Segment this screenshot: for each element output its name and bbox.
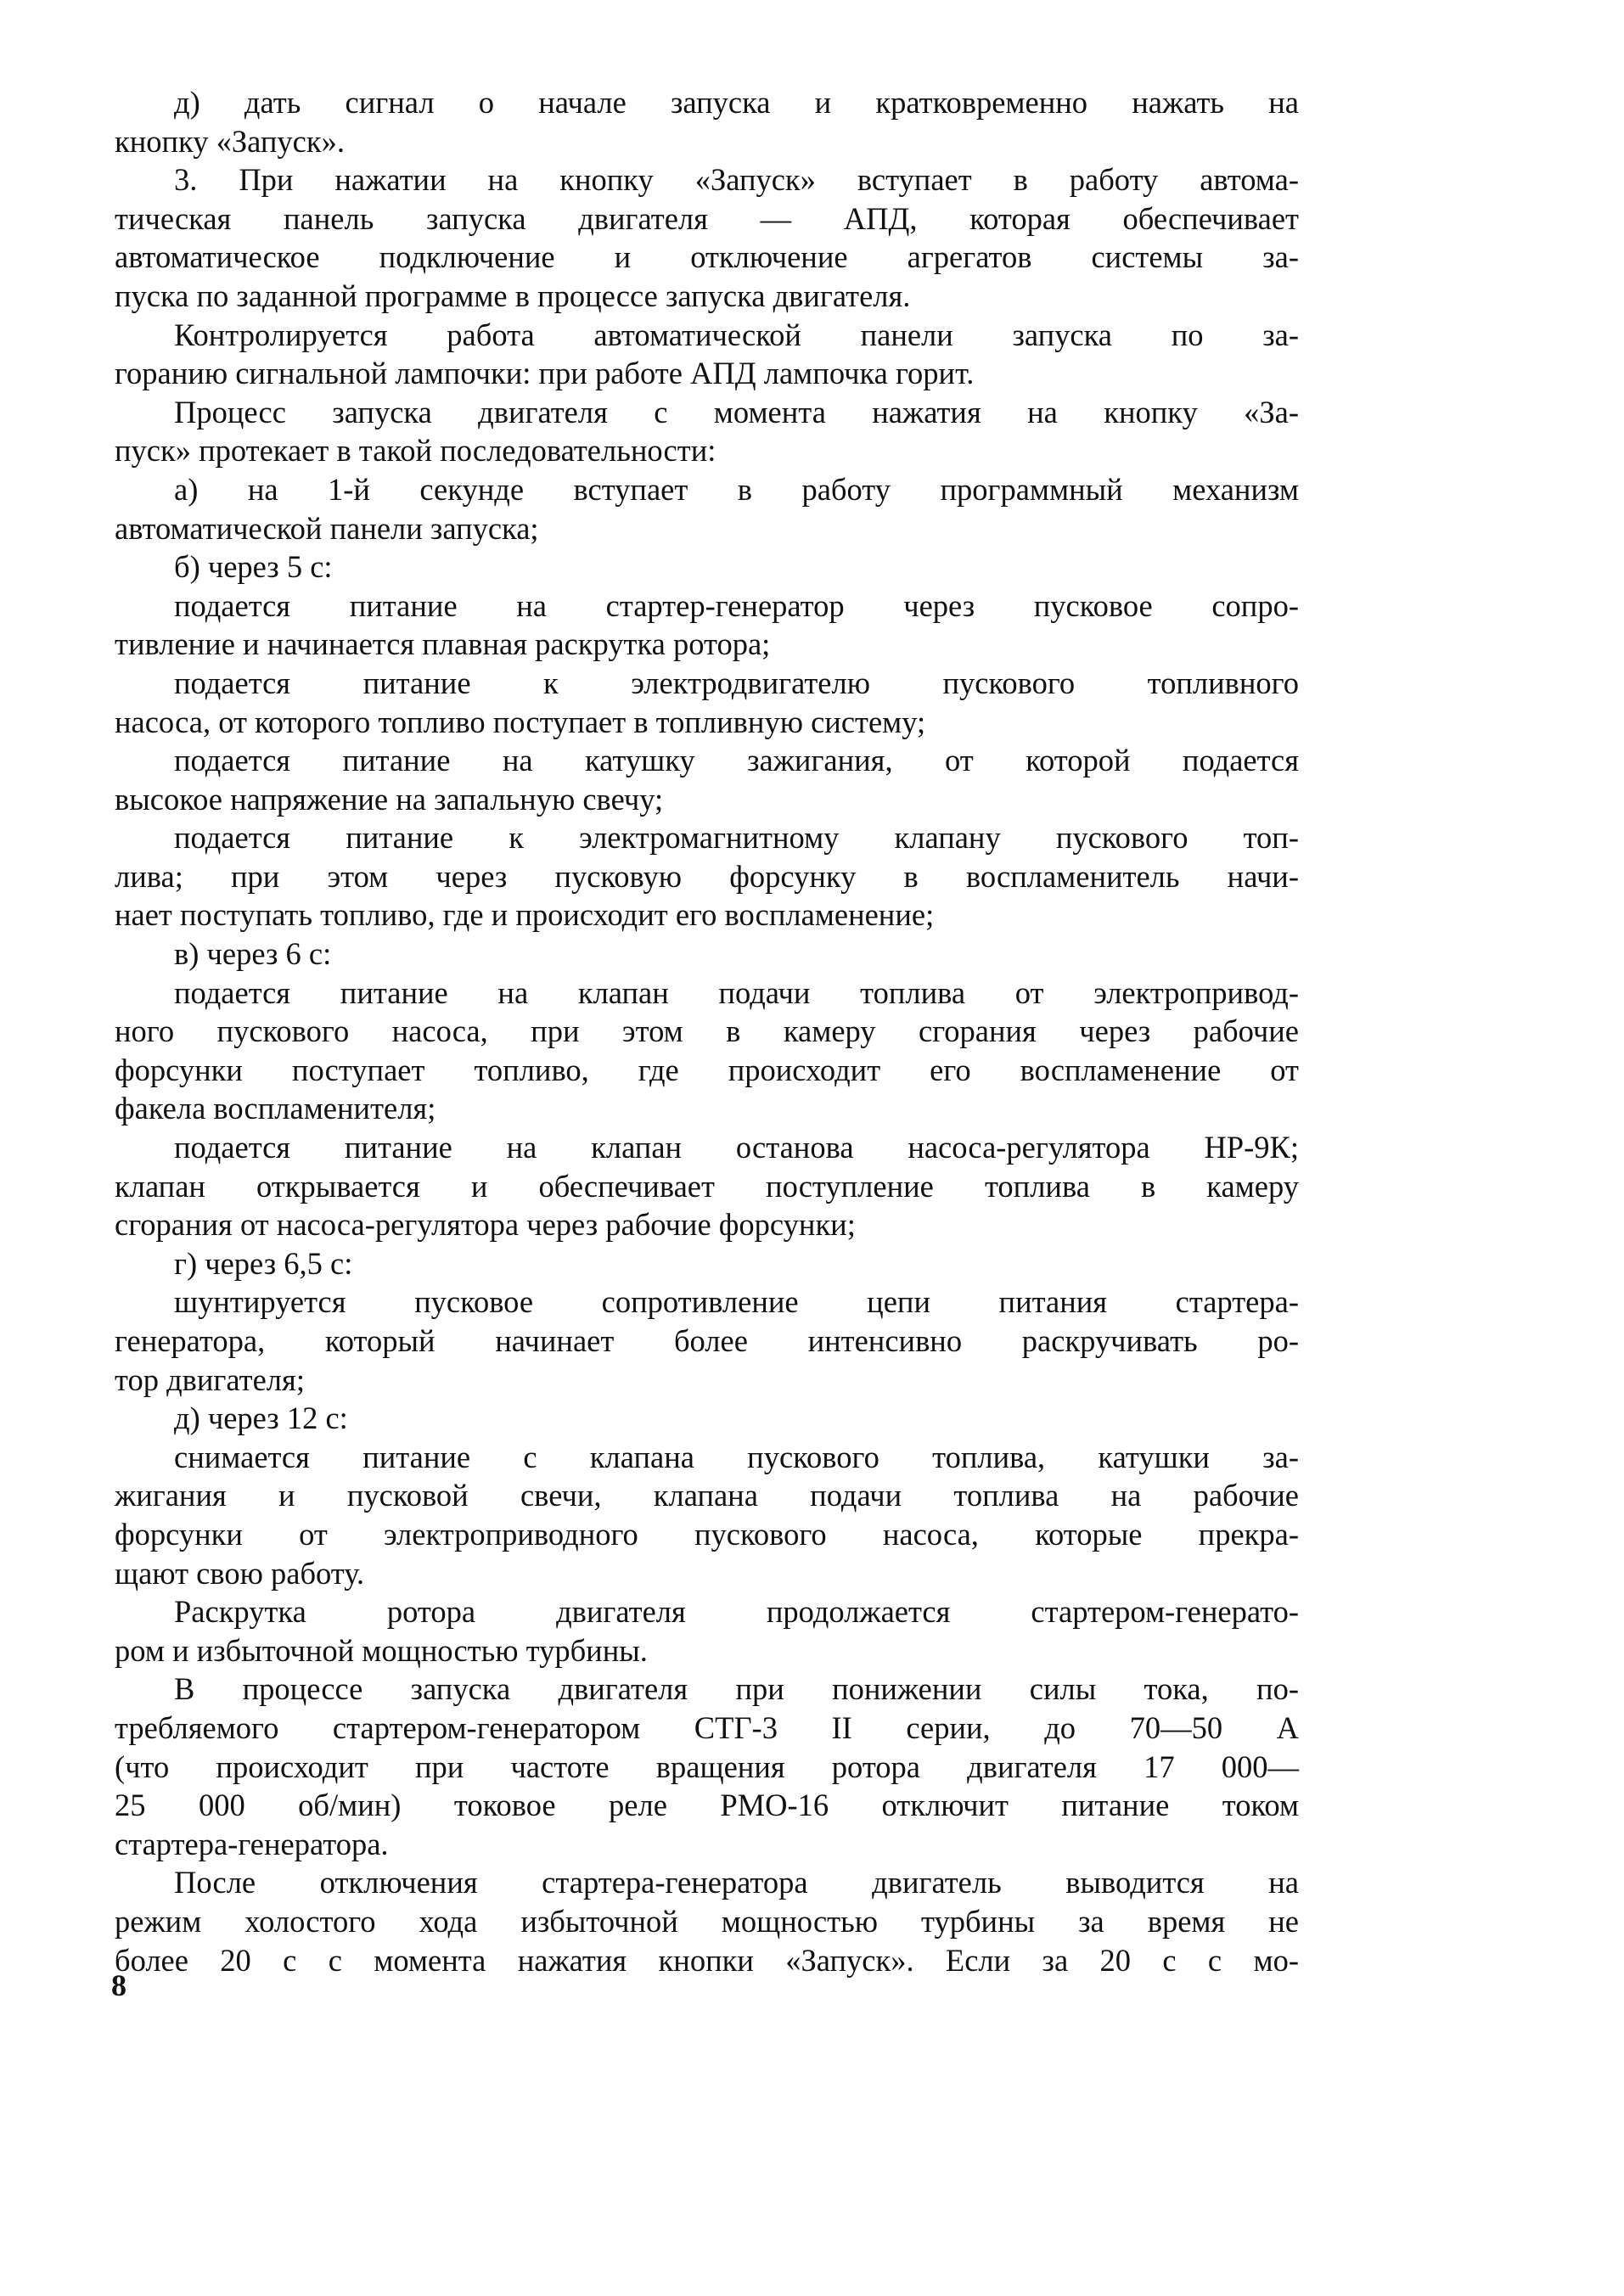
text-line: д) через 12 с: bbox=[174, 1401, 348, 1436]
paragraph-item-d-signal bbox=[115, 83, 1299, 160]
text-line: Процесс запуска двигателя с момента нажатия на кнопку «За- bbox=[174, 394, 1299, 429]
text-line: тор двигателя; bbox=[115, 1361, 305, 1397]
paragraph-step-b-3 bbox=[115, 741, 1299, 818]
text-line: сгорания от насоса-регулятора через рабочие форсунки; bbox=[115, 1207, 856, 1243]
text-line: а) на 1-й секунде вступает в работу программный механизм bbox=[174, 471, 1299, 507]
text-line: режим холостого хода избыточной мощностью турбины за время не bbox=[115, 1903, 1299, 1939]
text-line: г) через 6,5 с: bbox=[174, 1245, 353, 1281]
text-line: (что происходит при частоте вращения ротора двигателя 17 000— bbox=[115, 1749, 1299, 1784]
text-line: нает поступать топливо, где и происходит его воспламенение; bbox=[115, 897, 935, 933]
text-line: подается питание на клапан подачи топлива от электропривод- bbox=[174, 974, 1299, 1010]
paragraph-step-b-4 bbox=[115, 818, 1299, 935]
text-line: Контролируется работа автоматической панели запуска по за- bbox=[174, 317, 1299, 352]
text-line: в) через 6 с: bbox=[174, 936, 332, 972]
paragraph-para-current bbox=[115, 1670, 1299, 1863]
text-line: требляемого стартером-генератором СТГ-3 II серии, до 70—50 А bbox=[115, 1709, 1299, 1745]
text-line: лива; при этом через пусковую форсунку в воспламенитель начи- bbox=[115, 858, 1299, 894]
paragraph-para-control bbox=[115, 316, 1299, 393]
text-line: жигания и пусковой свечи, клапана подачи топлива на рабочие bbox=[115, 1478, 1299, 1513]
paragraph-para-3 bbox=[115, 160, 1299, 315]
paragraph-step-v-1 bbox=[115, 974, 1299, 1128]
text-line: пуск» протекает в такой последовательности: bbox=[115, 433, 716, 469]
paragraph-step-g-1 bbox=[115, 1283, 1299, 1399]
text-line: генератора, который начинает более интенсивно раскручивать ро- bbox=[115, 1323, 1299, 1358]
text-line: автоматическое подключение и отключение агрегатов системы за- bbox=[115, 239, 1299, 275]
text-line: После отключения стартера-генератора двигатель выводится на bbox=[174, 1865, 1299, 1900]
paragraph-step-d bbox=[115, 1399, 1299, 1438]
text-line: ром и избыточной мощностью турбины. bbox=[115, 1632, 648, 1668]
paragraph-step-b-1 bbox=[115, 587, 1299, 664]
text-line: снимается питание с клапана пускового топлива, катушки за- bbox=[174, 1439, 1299, 1474]
text-line: пуска по заданной программе в процессе запуска двигателя. bbox=[115, 278, 911, 313]
text-line: форсунки от электроприводного пускового насоса, которые прекра- bbox=[115, 1516, 1299, 1552]
text-line: стартера-генератора. bbox=[115, 1826, 389, 1861]
paragraph-step-a bbox=[115, 470, 1299, 547]
page-body bbox=[115, 83, 1299, 1979]
text-line: Раскрутка ротора двигателя продолжается стартером-генерато- bbox=[174, 1594, 1299, 1630]
text-line: подается питание на катушку зажигания, от которой подается bbox=[174, 743, 1299, 778]
text-line: 3. При нажатии на кнопку «Запуск» вступает в работу автома- bbox=[174, 162, 1299, 198]
page-number: 8 bbox=[111, 1968, 126, 2002]
text-line: подается питание на клапан останова насоса-регулятора НР-9К; bbox=[174, 1130, 1299, 1165]
text-line: шунтируется пусковое сопротивление цепи питания стартера- bbox=[174, 1284, 1299, 1320]
text-line: насоса, от которого топливо поступает в топливную систему; bbox=[115, 704, 926, 739]
paragraph-step-d-1 bbox=[115, 1438, 1299, 1592]
text-line: б) через 5 с: bbox=[174, 549, 333, 585]
text-line: факела воспламенителя; bbox=[115, 1091, 436, 1126]
text-line: подается питание на стартер-генератор через пусковое сопро- bbox=[174, 587, 1299, 623]
text-line: автоматической панели запуска; bbox=[115, 510, 539, 546]
paragraph-step-b-2 bbox=[115, 664, 1299, 741]
text-line: подается питание к электромагнитному клапану пускового топ- bbox=[174, 820, 1299, 856]
text-line: клапан открывается и обеспечивает поступление топлива в камеру bbox=[115, 1168, 1299, 1204]
text-line: 25 000 об/мин) токовое реле РМО-16 отключит питание током bbox=[115, 1788, 1299, 1823]
text-line: щают свою работу. bbox=[115, 1555, 364, 1591]
paragraph-step-g bbox=[115, 1244, 1299, 1283]
text-line: горанию сигнальной лампочки: при работе АПД лампочка горит. bbox=[115, 356, 975, 391]
paragraph-step-b bbox=[115, 547, 1299, 587]
paragraph-para-after bbox=[115, 1863, 1299, 1979]
text-line: тическая панель запуска двигателя — АПД, которая обеспечивает bbox=[115, 200, 1299, 236]
text-line: В процессе запуска двигателя при понижении силы тока, по- bbox=[174, 1671, 1299, 1707]
paragraph-para-spin bbox=[115, 1592, 1299, 1670]
text-line: ного пускового насоса, при этом в камеру сгорания через рабочие bbox=[115, 1013, 1299, 1049]
paragraph-step-v-2 bbox=[115, 1128, 1299, 1244]
text-line: подается питание к электродвигателю пускового топливного bbox=[174, 665, 1299, 700]
text-line: высокое напряжение на запальную свечу; bbox=[115, 781, 664, 817]
text-line: кнопку «Запуск». bbox=[115, 123, 345, 159]
text-line: форсунки поступает топливо, где происходит его воспламенение от bbox=[115, 1052, 1299, 1087]
paragraph-para-process bbox=[115, 393, 1299, 470]
paragraph-step-v bbox=[115, 935, 1299, 974]
text-line: более 20 с с момента нажатия кнопки «Запуск». Если за 20 с с мо- bbox=[115, 1942, 1299, 1978]
text-line: тивление и начинается плавная раскрутка ротора; bbox=[115, 626, 771, 662]
text-line: д) дать сигнал о начале запуска и кратковременно нажать на bbox=[174, 85, 1299, 120]
